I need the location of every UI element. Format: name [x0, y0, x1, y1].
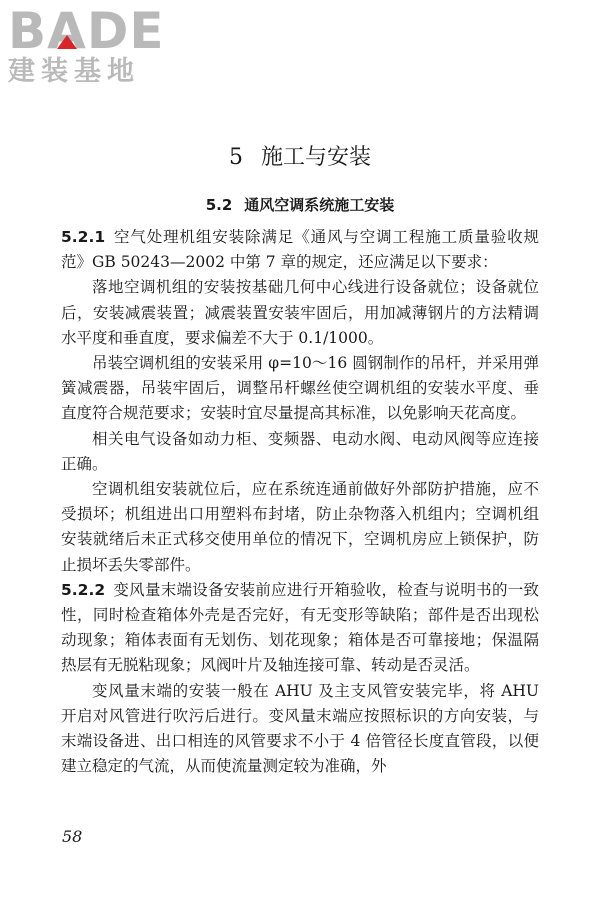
- paragraph-text: 空气处理机组安装除满足《通风与空调工程施工质量验收规范》GB 50243—2002 中第 7 章的规定，还应满足以下要求：: [61, 228, 539, 272]
- chapter-title: 施工与安装: [260, 145, 371, 170]
- paragraph: 空调机组安装就位后，应在系统连通前做好外部防护措施，应不受损坏；机组进出口用塑料布封堵，防止杂物落入机组内；空调机组安装就绪后未正式移交使用单位的情况下，空调机房应上锁保护，防止损坏丢失零部件。: [61, 480, 539, 574]
- paragraph: 吊装空调机组的安装采用 φ=10～16 圆钢制作的吊杆，并采用弹簧减震器，吊装牢固后，调整吊杆螺丝使空调机组的安装水平度、垂直度符合规范要求；安装时宜尽量提高其标准，以免影响天花高度。: [61, 354, 539, 423]
- chapter-number: 5: [228, 145, 243, 170]
- paragraph-5-2-2: [61, 578, 539, 679]
- section-title: 通风空调系统施工安装: [244, 196, 395, 214]
- paragraph: 落地空调机组的安装按基础几何中心线进行设备就位；设备就位后，安装减震装置；减震装置安装牢固后，用加减薄钢片的方法精调水平度和垂直度，要求偏差不大于 0.1/1000。: [61, 278, 539, 347]
- section-number: 5.2: [205, 196, 233, 214]
- paragraph: 相关电气设备如动力柜、变频器、电动水阀、电动风阀等应连接正确。: [61, 429, 539, 473]
- logo-wordmark: [8, 4, 178, 58]
- logo-letters-de: DE: [86, 2, 165, 60]
- page-number: 58: [62, 827, 83, 846]
- body-text: [61, 225, 539, 779]
- logo-letter-b: B: [8, 2, 48, 60]
- paragraph-text: 变风量末端设备安装前应进行开箱验收，检查与说明书的一致性，同时检查箱体外壳是否完好，有无变形等缺陷；部件是否出现松动现象；箱体表面有无划伤、划花现象；箱体是否可靠接地；保温隔热层有无脱粘现象；风阀叶片及轴连接可靠、转动是否灵活。: [61, 580, 539, 675]
- clause-number: 5.2.1: [61, 228, 106, 246]
- section-heading: [0, 194, 600, 215]
- bade-logo: [8, 4, 178, 88]
- logo-red-triangle-icon: [57, 35, 77, 49]
- clause-number: 5.2.2: [61, 580, 106, 599]
- logo-subtitle: 建装基地: [8, 56, 140, 87]
- logo-letter-a: A: [47, 2, 87, 60]
- chapter-heading: [0, 140, 600, 171]
- paragraph: 变风量末端的安装一般在 AHU 及主支风管安装完毕，将 AHU 开启对风管进行吹污后进行。变风量末端应按照标识的方向安装，与末端设备进、出口相连的风管要求不小于 4 倍管径长度直管段，以便建立稳定的气流，从而使流量测定较为准确，外: [61, 681, 539, 776]
- paragraph-5-2-1: [61, 225, 539, 275]
